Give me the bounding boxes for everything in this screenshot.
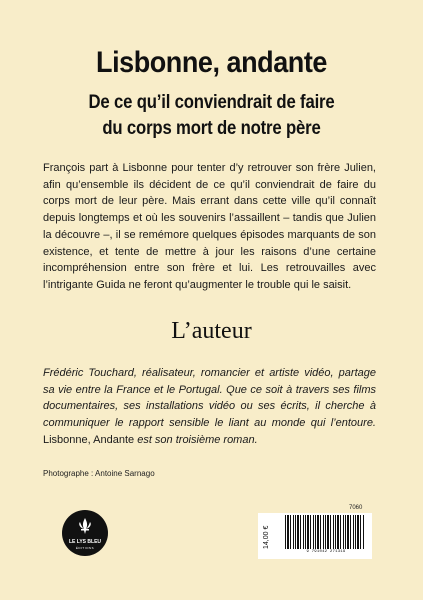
price-label: 14,00 € bbox=[263, 525, 270, 549]
author-bio bbox=[43, 365, 376, 449]
isbn-number: 9 791042 271319 bbox=[306, 550, 346, 554]
book-title: Lisbonne, andante bbox=[96, 46, 327, 79]
summary-text: François part à Lisbonne pour tenter d’y retrouver son frère Julien, afin qu’ensemble ils décident de ce qu’il conviendrait de faire du corps mort de leur père. Mais errant dans cette ville qu’il connaît depuis longtemps et où les souvenirs l’assaillent – tandis que Julien la découvre –, il se remémore quelques épisodes marquants de son existence, et tente de mettre à jour les raisons d’une certaine incompréhension entre son frère et lui. Les retrouvailles avec l’intrigante Guida ne feront qu’augmenter le trouble qui le saisit. bbox=[43, 162, 376, 291]
author-bio-book-title: Lisbonne, Andante bbox=[43, 433, 138, 446]
author-bio-main: Frédéric Touchard, réalisateur, romancier et artiste vidéo, partage sa vie entre la France et le Portugal. Que ce soit à travers ses films documentaires, ses installations vidéo ou ses écrits, il cherche à communiquer le rapport sensible le liant au monde qui l’entoure. bbox=[43, 367, 376, 430]
publisher-name: LE LYS BLEU bbox=[68, 539, 102, 545]
barcode-icon bbox=[285, 515, 365, 549]
author-heading: L’auteur bbox=[171, 318, 252, 344]
fleur-de-lys-icon bbox=[77, 517, 93, 535]
book-subtitle-line2: du corps mort de notre père bbox=[102, 118, 321, 139]
photo-credit: Photographe : Antoine Sarnago bbox=[43, 469, 155, 478]
book-subtitle-line1: De ce qu’il conviendrait de faire bbox=[88, 92, 335, 113]
publisher-code: 7060 bbox=[349, 505, 363, 511]
publisher-logo bbox=[62, 510, 108, 556]
publisher-tagline: ÉDITIONS bbox=[75, 546, 95, 550]
author-bio-tail: est son troisième roman. bbox=[137, 433, 258, 446]
